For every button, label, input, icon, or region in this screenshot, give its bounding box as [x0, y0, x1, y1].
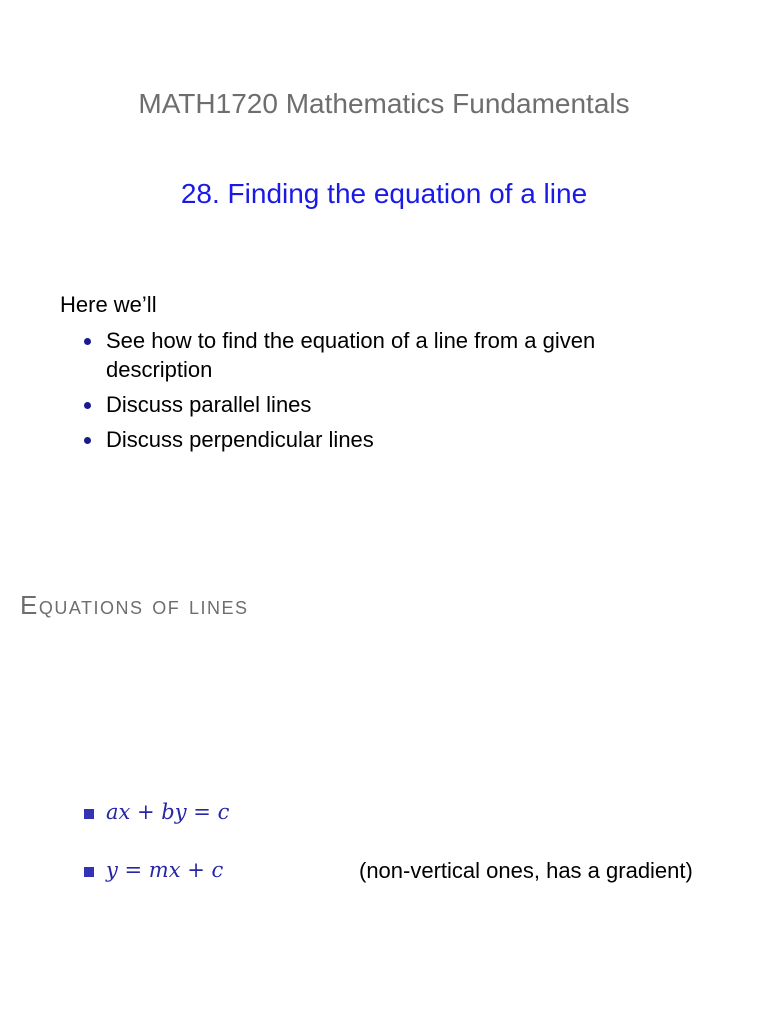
- topic-text: See how to find the equation of a line from a given description: [106, 328, 596, 382]
- course-title: MATH1720 Mathematics Fundamentals: [138, 88, 630, 119]
- intro-text: Here we’ll: [60, 292, 157, 317]
- lecture-title: 28. Finding the equation of a line: [180, 178, 588, 209]
- square-bullet-icon: [84, 867, 94, 877]
- equation-row-general-form: [84, 800, 724, 830]
- topic-item: [84, 326, 704, 384]
- topic-item: [84, 425, 704, 454]
- equation-row-slope-intercept: [84, 858, 724, 888]
- equation-note: (non-vertical ones, has a gradient): [359, 858, 693, 883]
- equation-formula: ax + by = c: [106, 800, 230, 824]
- topic-text: Discuss perpendicular lines: [106, 427, 374, 452]
- square-bullet-icon: [84, 809, 94, 819]
- equation-formula: y = mx + c: [106, 858, 224, 882]
- bullet-dot-icon: [84, 338, 91, 345]
- section-heading: Equations of lines: [20, 590, 249, 620]
- topic-item: [84, 390, 704, 419]
- topic-text: Discuss parallel lines: [106, 392, 312, 417]
- bullet-dot-icon: [84, 437, 91, 444]
- bullet-dot-icon: [84, 402, 91, 409]
- topic-list: [84, 326, 704, 460]
